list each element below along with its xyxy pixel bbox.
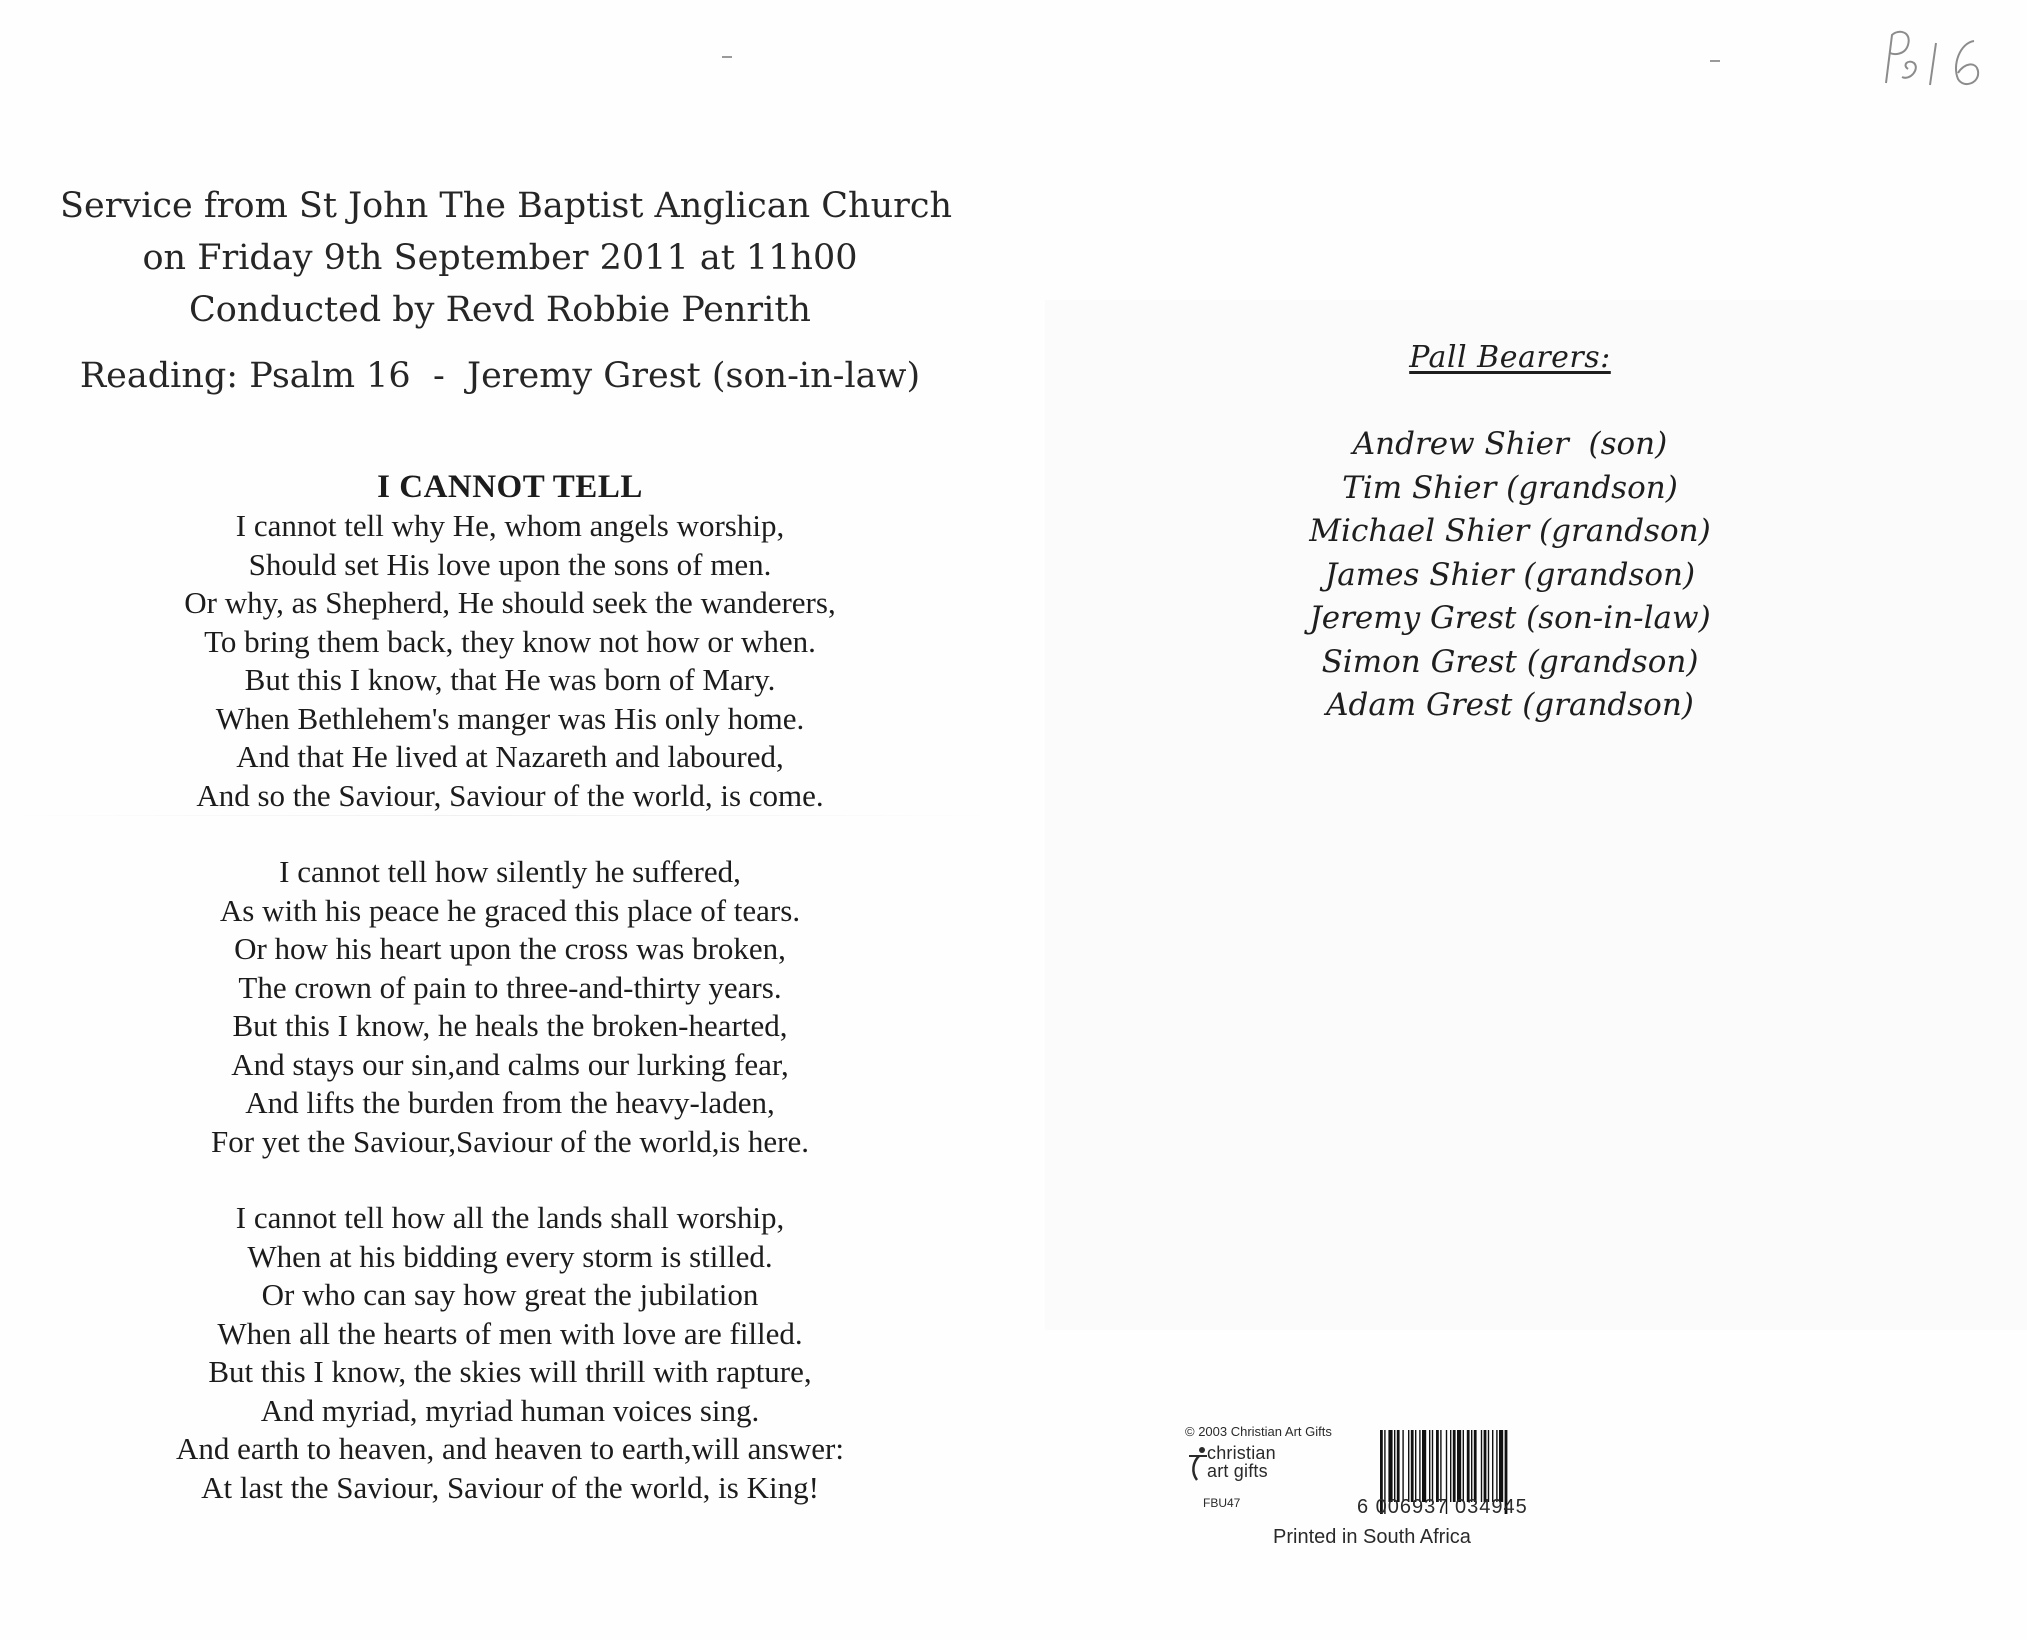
hymn-stanza-2	[110, 853, 910, 1161]
barcode-bar	[1457, 1430, 1461, 1502]
hymn-line: And earth to heaven, and heaven to earth,will answer:	[176, 1431, 844, 1466]
hymn-line: Or why, as Shepherd, He should seek the wanderers,	[184, 585, 836, 620]
publisher-logo	[1185, 1442, 1315, 1492]
barcode-bar	[1496, 1430, 1497, 1502]
pall-bearers	[1260, 338, 1760, 728]
barcode-bar	[1481, 1430, 1482, 1502]
barcode-bar	[1411, 1430, 1414, 1502]
barcode-bar	[1499, 1430, 1503, 1502]
barcode-bar	[1474, 1430, 1477, 1502]
pall-bearer-name: Jeremy Grest (son-in-law)	[1309, 600, 1711, 636]
barcode-bar	[1415, 1430, 1416, 1502]
hymn-line: As with his peace he graced this place of tears.	[219, 892, 801, 928]
pall-bearer-name: Simon Grest (grandson)	[1321, 643, 1699, 680]
hymn-line: And so the Saviour, Saviour of the world, is come.	[196, 777, 824, 813]
publisher-block	[1185, 1420, 1605, 1550]
hymn-line: But this I know, he heals the broken-hearted,	[232, 1008, 788, 1043]
christian-art-gifts-logo-icon	[1187, 1446, 1209, 1482]
barcode-bar	[1471, 1430, 1472, 1502]
hymn-title: I CANNOT TELL	[377, 469, 643, 505]
product-code: FBU47	[1203, 1496, 1241, 1510]
barcode-bar	[1440, 1430, 1441, 1502]
hymn-line: And stays our sin,and calms our lurking fear,	[231, 1046, 789, 1082]
hymn-line: But this I know, the skies will thrill with rapture,	[208, 1354, 812, 1389]
scan-speck	[1710, 60, 1720, 62]
service-header	[60, 180, 952, 402]
barcode-bar	[1394, 1430, 1395, 1502]
hymn-line: The crown of pain to three-and-thirty years.	[238, 969, 782, 1005]
hymn-line: But this I know, that He was born of Mary.	[244, 662, 776, 697]
barcode-bar	[1402, 1430, 1403, 1502]
hymn-line: When at his bidding every storm is stilled.	[247, 1238, 773, 1274]
hymn-line: And that He lived at Nazareth and laboured,	[236, 739, 784, 774]
barcode-bar	[1397, 1430, 1400, 1502]
pall-bearer-name: Tim Shier (grandson)	[1342, 469, 1678, 506]
publisher-logo-text: christian art gifts	[1207, 1443, 1276, 1481]
hymn-line: I cannot tell how silently he suffered,	[279, 854, 741, 889]
hymn-line: To bring them back, they know not how or when.	[204, 623, 816, 659]
hymn-line: Should set His love upon the sons of men.	[248, 546, 772, 582]
hymn-line: For yet the Saviour,Saviour of the world,is here.	[211, 1123, 809, 1159]
barcode-bar	[1408, 1430, 1409, 1502]
hymn-line: Or how his heart upon the cross was broken,	[234, 931, 786, 966]
barcode-bar	[1453, 1430, 1456, 1502]
barcode-bar	[1484, 1430, 1487, 1502]
pall-bearer-name: Michael Shier (grandson)	[1309, 513, 1711, 549]
hymn-stanza-1	[110, 507, 910, 815]
hymn-line: And myriad, myriad human voices sing.	[260, 1392, 760, 1428]
hymn-line: Or who can say how great the jubilation	[261, 1277, 759, 1312]
barcode-bar	[1422, 1430, 1426, 1502]
service-reading: Reading: Psalm 16 - Jeremy Grest (son-in-law)	[79, 356, 921, 396]
barcode-bar	[1432, 1430, 1433, 1502]
pall-bearer-name: Andrew Shier (son)	[1352, 426, 1668, 462]
hymn-line: And lifts the burden from the heavy-laden,	[245, 1085, 775, 1120]
barcode-bar	[1429, 1430, 1430, 1502]
barcode-bar	[1492, 1430, 1493, 1502]
hymn-stanza-3	[110, 1199, 910, 1507]
pall-bearer-name: James Shier (grandson)	[1324, 556, 1696, 593]
hymn	[110, 467, 910, 1507]
barcode-bar	[1467, 1430, 1470, 1502]
service-line-officiant: Conducted by Revd Robbie Penrith	[189, 290, 811, 330]
barcode-bar	[1463, 1430, 1464, 1502]
hymn-line: I cannot tell how all the lands shall worship,	[235, 1200, 785, 1235]
barcode-bar	[1419, 1430, 1420, 1502]
hymn-line: When all the hearts of men with love are filled.	[217, 1315, 803, 1351]
barcode-bar	[1388, 1430, 1392, 1502]
pall-bearers-heading: Pall Bearers:	[1409, 340, 1611, 375]
hymn-line: At last the Saviour, Saviour of the world, is King!	[201, 1469, 819, 1505]
scan-speck	[722, 56, 732, 58]
copyright-notice: © 2003 Christian Art Gifts	[1185, 1424, 1332, 1439]
service-line-church: Service from St John The Baptist Anglican Church	[60, 186, 952, 226]
handwritten-margin-note	[1878, 25, 1998, 95]
barcode-digits: 6 006937 034945	[1357, 1496, 1528, 1518]
barcode-bar	[1488, 1430, 1489, 1502]
barcode-bar	[1436, 1430, 1439, 1502]
hymn-line: I cannot tell why He, whom angels worship,	[235, 508, 785, 543]
service-line-date: on Friday 9th September 2011 at 11h00	[142, 238, 858, 278]
printed-in-notice: Printed in South Africa	[1273, 1526, 1471, 1548]
hymn-line: When Bethlehem's manger was His only home.	[215, 700, 805, 736]
pall-bearer-name: Adam Grest (grandson)	[1326, 687, 1694, 723]
barcode-bar	[1450, 1430, 1451, 1502]
